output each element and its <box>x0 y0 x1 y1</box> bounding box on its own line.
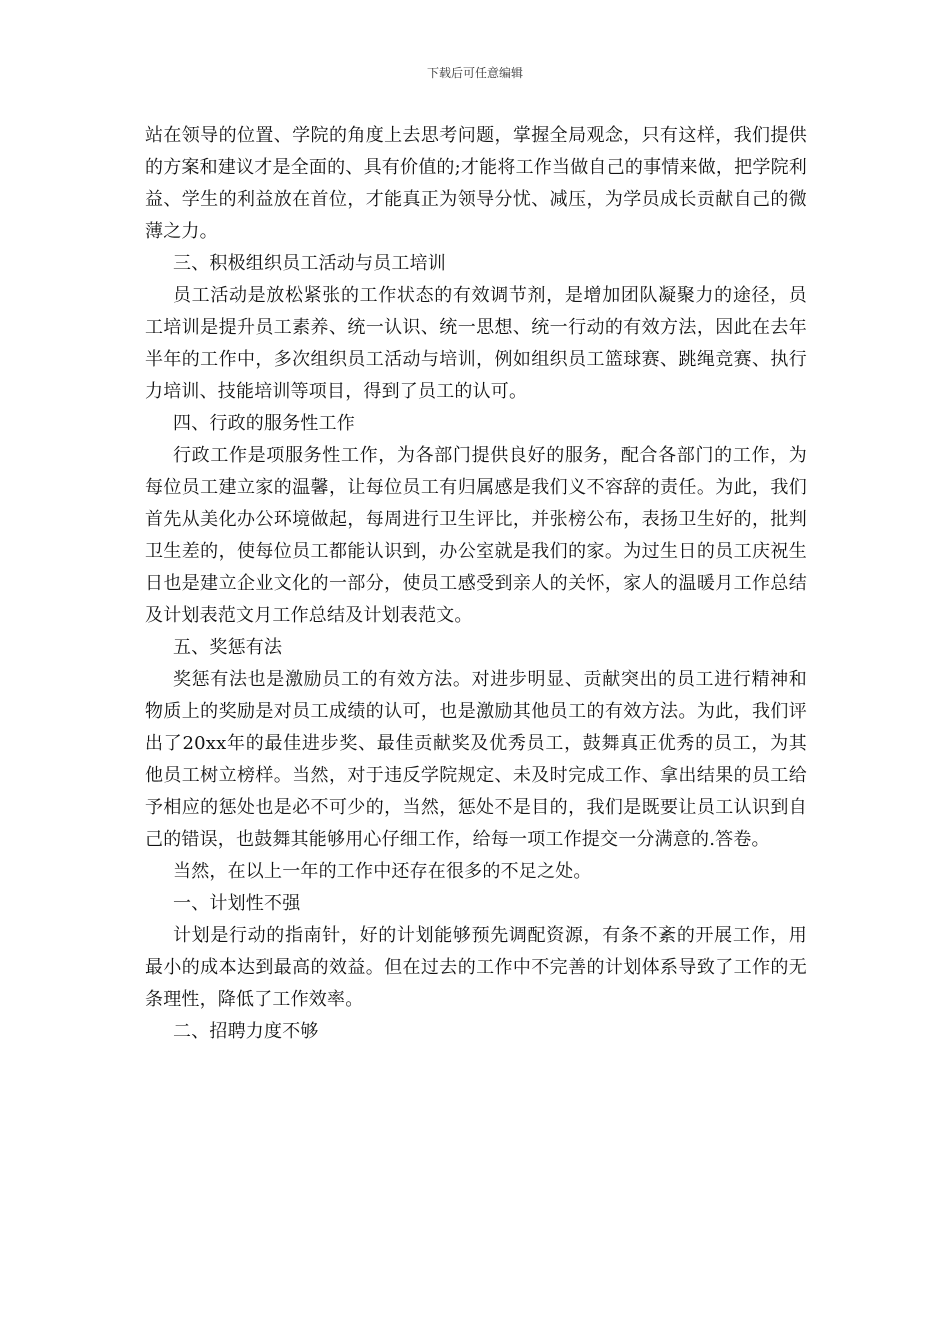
section-heading-5: 五、奖惩有法 <box>173 637 283 658</box>
paragraph-staff-activities: 员工活动是放松紧张的工作状态的有效调节剂，是增加团队凝聚力的途径，员工培训是提升员工素养、统一认识、统一思想、统一行动的有效方法，因此在去年半年的工作中，多次组织员工活动与培训，例如组织员工篮球赛、跳绳竞赛、执行力培训、技能培训等项目，得到了员工的认可。 <box>145 285 807 402</box>
document-body <box>145 120 807 1048</box>
section-heading-3: 三、积极组织员工活动与员工培训 <box>173 253 446 274</box>
paragraph-rewards-penalties: 奖惩有法也是激励员工的有效方法。对进步明显、贡献突出的员工进行精神和物质上的奖励是对员工成绩的认可，也是激励其他员工的有效方法。为此，我们评出了20xx年的最佳进步奖、最佳贡献奖及优秀员工，鼓舞真正优秀的员工，为其他员工树立榜样。当然，对于违反学院规定、未及时完成工作、拿出结果的员工给予相应的惩处也是必不可少的，当然，惩处不是目的，我们是既要让员工认识到自己的错误，也鼓舞其能够用心仔细工作，给每一项工作提交一分满意的.答卷。 <box>145 669 807 850</box>
shortcoming-heading-2: 二、招聘力度不够 <box>173 1021 319 1042</box>
paragraph-planning: 计划是行动的指南针，好的计划能够预先调配资源，有条不紊的开展工作，用最小的成本达到最高的效益。但在过去的工作中不完善的计划体系导致了工作的无条理性，降低了工作效率。 <box>145 925 807 1010</box>
shortcoming-heading-1: 一、计划性不强 <box>173 893 301 914</box>
page-header: 下载后可任意编辑 <box>426 66 523 80</box>
paragraph-intro-continuation: 站在领导的位置、学院的角度上去思考问题，掌握全局观念，只有这样，我们提供的方案和建议才是全面的、具有价值的;才能将工作当做自己的事情来做，把学院利益、学生的利益放在首位，才能真正为领导分忧、减压，为学员成长贡献自己的微薄之力。 <box>145 125 807 242</box>
paragraph-shortcomings-intro: 当然，在以上一年的工作中还存在很多的不足之处。 <box>173 861 592 882</box>
section-heading-4: 四、行政的服务性工作 <box>173 413 355 434</box>
paragraph-admin-service: 行政工作是项服务性工作，为各部门提供良好的服务，配合各部门的工作，为每位员工建立家的温馨，让每位员工有归属感是我们义不容辞的责任。为此，我们首先从美化办公环境做起，每周进行卫生评比，并张榜公布，表扬卫生好的，批判卫生差的，使每位员工都能认识到，办公室就是我们的家。为过生日的员工庆祝生日也是建立企业文化的一部分，使员工感受到亲人的关怀，家人的温暖月工作总结及计划表范文月工作总结及计划表范文。 <box>145 445 807 626</box>
